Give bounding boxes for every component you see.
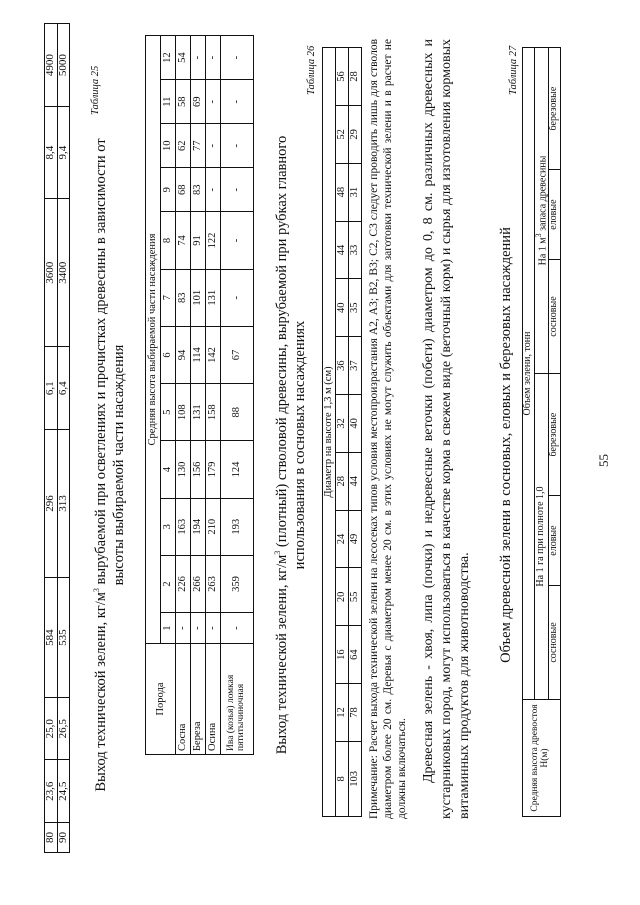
table-cell: 28: [349, 48, 362, 106]
table-cell: 35: [349, 279, 362, 337]
species-header: еловые: [549, 496, 561, 586]
table-cell: -: [206, 36, 221, 80]
table-cell: 6,1: [45, 347, 58, 430]
table-cell: 88: [221, 384, 254, 441]
species-header: сосновые: [549, 260, 561, 374]
table-cell: 54: [176, 36, 191, 80]
table-header-row: [146, 36, 161, 755]
table-cell: 124: [221, 441, 254, 498]
table-25-title: [92, 115, 128, 815]
table-cell: 108: [176, 384, 191, 441]
table-25: [145, 35, 254, 755]
table-cell: 3400: [57, 199, 70, 347]
species-label: Осина: [206, 644, 221, 755]
table-cell: 9,4: [57, 107, 70, 199]
table-cell: 313: [57, 430, 70, 578]
table-cell: -: [176, 613, 191, 644]
diameter-header: 12: [336, 684, 349, 742]
diameter-header: 36: [336, 337, 349, 395]
height-header: 1: [161, 613, 176, 644]
table-27: [522, 47, 561, 817]
diameter-header: 20: [336, 568, 349, 626]
height-header: 8: [161, 212, 176, 269]
table-cell: 64: [349, 626, 362, 684]
subheader-per-hectare: На 1 га при полноте 1,0: [534, 374, 549, 700]
table-cell: 49: [349, 510, 362, 568]
table-row: [57, 24, 70, 853]
table-cell: 103: [349, 741, 362, 816]
table-cell: 83: [176, 269, 191, 326]
table-cell: 37: [349, 337, 362, 395]
table-cell: 44: [349, 452, 362, 510]
table-cell: 8,4: [45, 107, 58, 199]
table-cell: 29: [349, 105, 362, 163]
table-cell: -: [191, 613, 206, 644]
subheader-superscript: 3: [533, 233, 543, 238]
table-cell: -: [221, 212, 254, 269]
table-cell: 74: [176, 212, 191, 269]
table-cell: 33: [349, 221, 362, 279]
table-cell: 158: [206, 384, 221, 441]
table-cell: 94: [176, 326, 191, 383]
body-paragraph: Древесная зелень - хвоя, липа (почки) и недревесные веточки (побеги) диаметром до 0, 8 см. различных древесных и кустарниковых пород, могут использоваться в качестве корма в свежем виде (веточный корм) и сырья для изготовления кормовых витаминных продуктов для животноводства.: [421, 39, 473, 819]
table-cell: 80: [45, 822, 58, 852]
table-cell: 535: [57, 578, 70, 698]
height-header: 7: [161, 269, 176, 326]
table-cell: 122: [206, 212, 221, 269]
table-cell: 296: [45, 430, 58, 578]
height-header: 3: [161, 498, 176, 555]
table-cell: -: [221, 36, 254, 80]
table-cell: 55: [349, 568, 362, 626]
height-header: 6: [161, 326, 176, 383]
table-cell: 156: [191, 441, 206, 498]
column-header-height: Средняя высота древостоя Н(м): [523, 700, 561, 817]
table-cell: 77: [191, 124, 206, 168]
column-header-height: Средняя высота выбираемой части насаждения: [146, 36, 161, 644]
species-label: Сосна: [176, 644, 191, 755]
table-cell: 163: [176, 498, 191, 555]
table-cell: 24,5: [57, 760, 70, 822]
height-header: 9: [161, 168, 176, 212]
table-cell: 69: [191, 80, 206, 124]
diameter-header: 32: [336, 394, 349, 452]
diameter-header: 48: [336, 163, 349, 221]
table-cell: -: [206, 80, 221, 124]
title-superscript: 3: [273, 550, 283, 555]
table-26-note: Примечание: Расчет выхода технической зелени на лесосеках типов условия местопроизрастания А2, А3; В2, В3; С2, С3 следует проводить лишь для стволов диаметром более 20 см. Деревья с диаметром менее 20 см. в этих условиях не могут служить объектами для заготовки технической зелени и в расчет не должны включаться.: [368, 39, 408, 819]
table-header-row: [523, 48, 535, 817]
table-25-label: Таблица 25: [90, 65, 101, 115]
diameter-header: 40: [336, 279, 349, 337]
table-row: [349, 48, 362, 817]
table-cell: 584: [45, 578, 58, 698]
table-26-label: Таблица 26: [306, 45, 317, 95]
table-cell: 25,0: [45, 698, 58, 760]
table-27-title: Объем древесной зелени в сосновых, еловых и березовых насаждений: [498, 227, 514, 663]
table-cell: 26,5: [57, 698, 70, 760]
height-header: 12: [161, 36, 176, 80]
table-cell: 90: [57, 822, 70, 852]
table-cell: 91: [191, 212, 206, 269]
table-cell: 101: [191, 269, 206, 326]
diameter-header: 52: [336, 105, 349, 163]
table-cell: 130: [176, 441, 191, 498]
table-row: [221, 36, 254, 755]
table-cell: 226: [176, 555, 191, 612]
table-cell: -: [206, 168, 221, 212]
table-cell: 131: [206, 269, 221, 326]
table-cell: -: [206, 124, 221, 168]
diameter-header: 16: [336, 626, 349, 684]
table-cell: 142: [206, 326, 221, 383]
height-header: 11: [161, 80, 176, 124]
table-cell: -: [191, 36, 206, 80]
table-27-label: Таблица 27: [508, 45, 519, 95]
table-cell: 210: [206, 498, 221, 555]
subheader-per-cubic-meter: [534, 48, 549, 374]
table-cell: 3600: [45, 199, 58, 347]
species-header: сосновые: [549, 585, 561, 699]
species-header: еловые: [549, 170, 561, 260]
table-cell: 131: [191, 384, 206, 441]
page-number: 55: [596, 454, 611, 467]
table-cell: -: [221, 613, 254, 644]
column-header-species: Порода: [146, 644, 176, 755]
table-cell: 78: [349, 684, 362, 742]
column-header-diameter: Диаметр на высоте 1,3 м (см): [323, 48, 336, 817]
height-header: 4: [161, 441, 176, 498]
table-cell: 58: [176, 80, 191, 124]
table-row: [45, 24, 58, 853]
diameter-header: 24: [336, 510, 349, 568]
height-header: 2: [161, 555, 176, 612]
table-26-title: [273, 105, 309, 785]
table-cell: 4900: [45, 24, 58, 107]
table-row: [176, 36, 191, 755]
table-cell: 6,4: [57, 347, 70, 430]
height-header: 5: [161, 384, 176, 441]
species-header: березовые: [549, 374, 561, 496]
table-cell: -: [221, 124, 254, 168]
diameter-header: 8: [336, 741, 349, 816]
table-cell: 23,6: [45, 760, 58, 822]
column-header-volume: Объем зелени, тонн: [523, 48, 535, 700]
title-text: вырубаемой при осветлениях и прочистках древесины в зависимости от высоты выбираемой части насаждения: [93, 138, 128, 589]
species-header: березовые: [549, 48, 561, 170]
table-row: [206, 36, 221, 755]
height-header: 10: [161, 124, 176, 168]
table-cell: 67: [221, 326, 254, 383]
table-cell: 114: [191, 326, 206, 383]
diameter-header: 44: [336, 221, 349, 279]
table-cell: 83: [191, 168, 206, 212]
title-text: Выход технической зелени, кг/м: [274, 554, 290, 755]
species-label: Береза: [191, 644, 206, 755]
subheader-text: запаса древесины: [536, 155, 548, 234]
title-text: Выход технической зелени, кг/м: [93, 592, 109, 792]
table-cell: 266: [191, 555, 206, 612]
subheader-text: На 1 м: [536, 237, 548, 266]
table-cell: 40: [349, 394, 362, 452]
table-header-row: [323, 48, 336, 817]
table-cell: 194: [191, 498, 206, 555]
table-cell: -: [221, 269, 254, 326]
title-superscript: 3: [92, 588, 102, 593]
diameter-header: 56: [336, 48, 349, 106]
table-row: [191, 36, 206, 755]
table-header-row: [336, 48, 349, 817]
table-cell: 193: [221, 498, 254, 555]
table-cell: -: [206, 613, 221, 644]
table-26: [322, 47, 362, 817]
table-cell: -: [221, 80, 254, 124]
diameter-header: 28: [336, 452, 349, 510]
table-cell: 62: [176, 124, 191, 168]
table-cell: 263: [206, 555, 221, 612]
table-cell: 31: [349, 163, 362, 221]
table-cell: -: [221, 168, 254, 212]
title-text: (плотный) стволовой древесины, вырубаемой при рубках главного использования в сосновых насаждениях: [274, 135, 309, 570]
table-cell: 68: [176, 168, 191, 212]
table-cell: 359: [221, 555, 254, 612]
continued-table: [44, 23, 70, 853]
species-label: Ива (козья) ломкая пятитычиночная: [221, 644, 254, 755]
table-cell: 5000: [57, 24, 70, 107]
table-cell: 179: [206, 441, 221, 498]
